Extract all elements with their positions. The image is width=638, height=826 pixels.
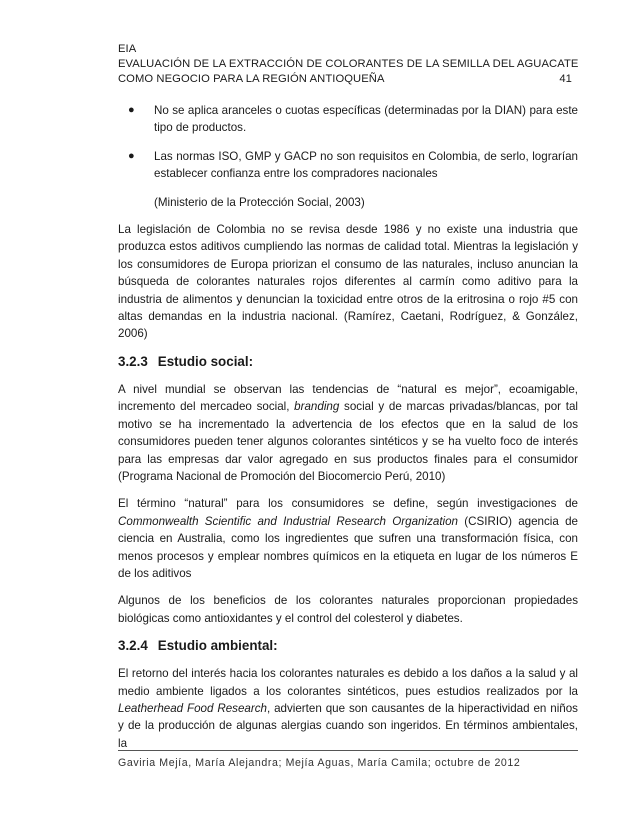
paragraph-social-3: Algunos de los beneficios de los colorantes naturales proporcionan propiedades biológicas como antioxidantes y el control del colesterol y diabetes.: [118, 594, 578, 625]
paragraph-legislacion: La legislación de Colombia no se revisa desde 1986 y no existe una industria que produzca estos aditivos cumpliendo las normas de calidad total. Mientras la legislación y los consumidores de Europa priorizan el consumo de las naturales, incluso anuncian la búsqueda de colorantes naturales rojos diferentes al carmín como aditivo para la industria de alimentos y denuncian la toxicidad entre otros de la eritrosina o rojo #5 con altas demandas en la industria nacional. (Ramírez, Caetani, Rodríguez, & González, 2006): [118, 223, 578, 341]
bullet-list: [118, 102, 578, 183]
section-title: Estudio social:: [157, 353, 254, 369]
list-item: [118, 148, 578, 183]
italic-term: Leatherhead Food Research: [118, 701, 267, 715]
section-heading-social: [118, 353, 578, 371]
text-run: (CSIRIO) agencia de ciencia en Australia, como los ingredientes que sufren una transformación física, con menos procesos y emplear nombres químicos en la etiqueta en lugar de los números E de los aditivos: [118, 514, 578, 580]
text-run: A nivel mundial se observan las tendencias de “natural es mejor”, ecoamigable, incremento del mercadeo social,: [118, 382, 578, 414]
text-run: El término “natural” para los consumidores se define, según investigaciones de: [118, 497, 578, 511]
header-line-1: EIA: [118, 43, 137, 55]
page-footer: Gaviria Mejía, María Alejandra; Mejía Aguas, María Camila; octubre de 2012: [118, 757, 521, 769]
bullet-icon: ●: [128, 104, 135, 116]
italic-term: Commonwealth Scientific and Industrial Research Organization: [118, 514, 459, 528]
header-line-3: COMO NEGOCIO PARA LA REGIÓN ANTIOQUEÑA: [118, 73, 385, 86]
paragraph-ambiental: [118, 665, 578, 752]
paragraph-social-2: [118, 495, 578, 582]
italic-term: branding: [294, 400, 340, 414]
section-number: 3.2.4: [118, 638, 148, 654]
bullet-text: Las normas ISO, GMP y GACP no son requisitos en Colombia, de serlo, lograrían establecer confianza entre los compradores nacionales: [154, 149, 578, 181]
text-run: El retorno del interés hacia los colorantes naturales es debido a los daños a la salud y al medio ambiente ligados a los colorantes sintéticos, pues estudios realizados por la: [118, 667, 578, 698]
paragraph-social-1: [118, 381, 578, 485]
page-number: 41: [559, 73, 572, 86]
page-header: [118, 42, 578, 88]
text-run: , advierten que son causantes de la hiperactividad en niños y de la producción de algunas alergias cuando son ingeridos. En términos ambientales, la: [118, 701, 578, 750]
list-item: [118, 102, 578, 137]
page-body: [118, 102, 578, 760]
section-title: Estudio ambiental:: [157, 638, 278, 654]
citation: (Ministerio de la Protección Social, 2003): [154, 195, 365, 209]
header-line-2: EVALUACIÓN DE LA EXTRACCIÓN DE COLORANTES DE LA SEMILLA DEL AGUACATE: [118, 58, 579, 71]
footer-divider: [118, 750, 578, 751]
bullet-icon: ●: [128, 149, 135, 162]
section-heading-ambiental: [118, 637, 578, 655]
bullet-text: No se aplica aranceles o cuotas específicas (determinadas por la DIAN) para este tipo de productos.: [154, 104, 578, 135]
text-run: social y de marcas privadas/blancas, por tal motivo se ha incrementado la advertencia de los efectos que en la salud de los consumidores pueden tener algunos colorantes sintéticos y se ha vuelto foco de interés para las empresas dar valor agregado en sus productos finales para el consumidor (Programa Nacional de Promoción del Biocomercio Perú, 2010): [118, 400, 578, 483]
section-number: 3.2.3: [118, 353, 148, 369]
